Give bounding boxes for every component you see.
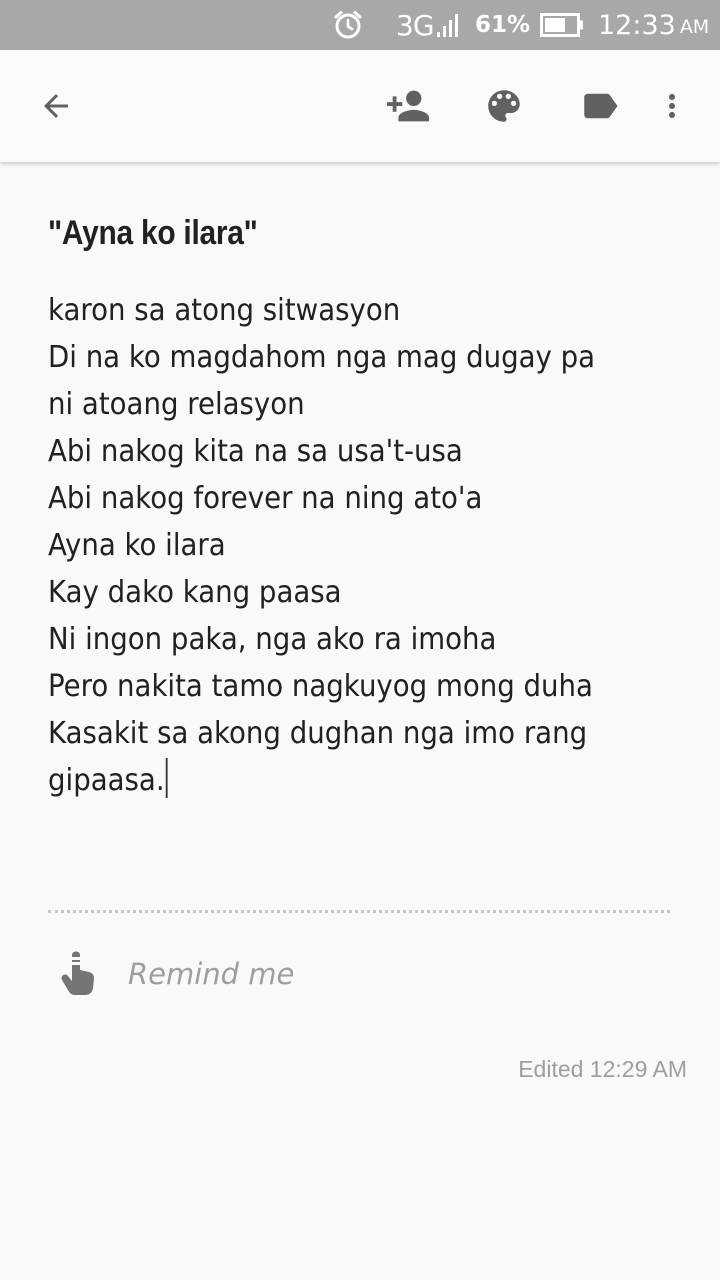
reminder-finger-icon — [56, 950, 100, 998]
back-arrow-icon — [38, 88, 74, 124]
note-line: karon sa atong sitwasyon — [48, 293, 401, 328]
note-line: Ayna ko ilara — [48, 528, 226, 563]
add-collaborator-icon — [385, 83, 431, 129]
network-type: 3G — [396, 8, 434, 42]
label-icon — [579, 85, 621, 127]
label-button[interactable] — [572, 78, 628, 134]
add-collaborator-button[interactable] — [380, 78, 436, 134]
color-button[interactable] — [476, 78, 532, 134]
clock: 12:33 AM — [598, 9, 710, 41]
note-line: Kay dako kang paasa — [48, 575, 342, 610]
more-vert-icon — [654, 86, 690, 126]
edited-timestamp: Edited 12:29 AM — [518, 1056, 687, 1082]
text-cursor — [166, 758, 168, 798]
note-line-last — [48, 757, 646, 804]
note-line-text: gipaasa. — [48, 763, 165, 798]
palette-icon — [483, 85, 525, 127]
note-line: Di na ko magdahom nga mag dugay pa — [48, 340, 596, 375]
back-button[interactable] — [28, 78, 84, 134]
network-indicator — [396, 0, 434, 50]
note-line: Kasakit sa akong dughan nga imo rang — [48, 716, 588, 751]
note-line: Abi nakog kita na sa usa't-usa — [48, 434, 463, 469]
note-line: ni atoang relasyon — [48, 387, 305, 422]
battery-percent: 61% — [475, 12, 531, 38]
divider — [48, 910, 670, 913]
note-title[interactable]: "Ayna ko ilara" — [48, 214, 258, 252]
note-line: Pero nakita tamo nagkuyog mong duha — [48, 669, 593, 704]
toolbar — [0, 50, 720, 162]
remind-me-label: Remind me — [128, 957, 295, 991]
note-line: Ni ingon paka, nga ako ra imoha — [48, 622, 497, 657]
alarm-icon — [332, 0, 364, 50]
battery-icon — [540, 0, 584, 50]
remind-me-button[interactable] — [56, 946, 294, 1002]
signal-icon — [437, 0, 461, 50]
note-body[interactable] — [48, 287, 646, 804]
more-options-button[interactable] — [644, 78, 700, 134]
status-bar — [0, 0, 720, 50]
note-line: Abi nakog forever na ning ato'a — [48, 481, 483, 516]
